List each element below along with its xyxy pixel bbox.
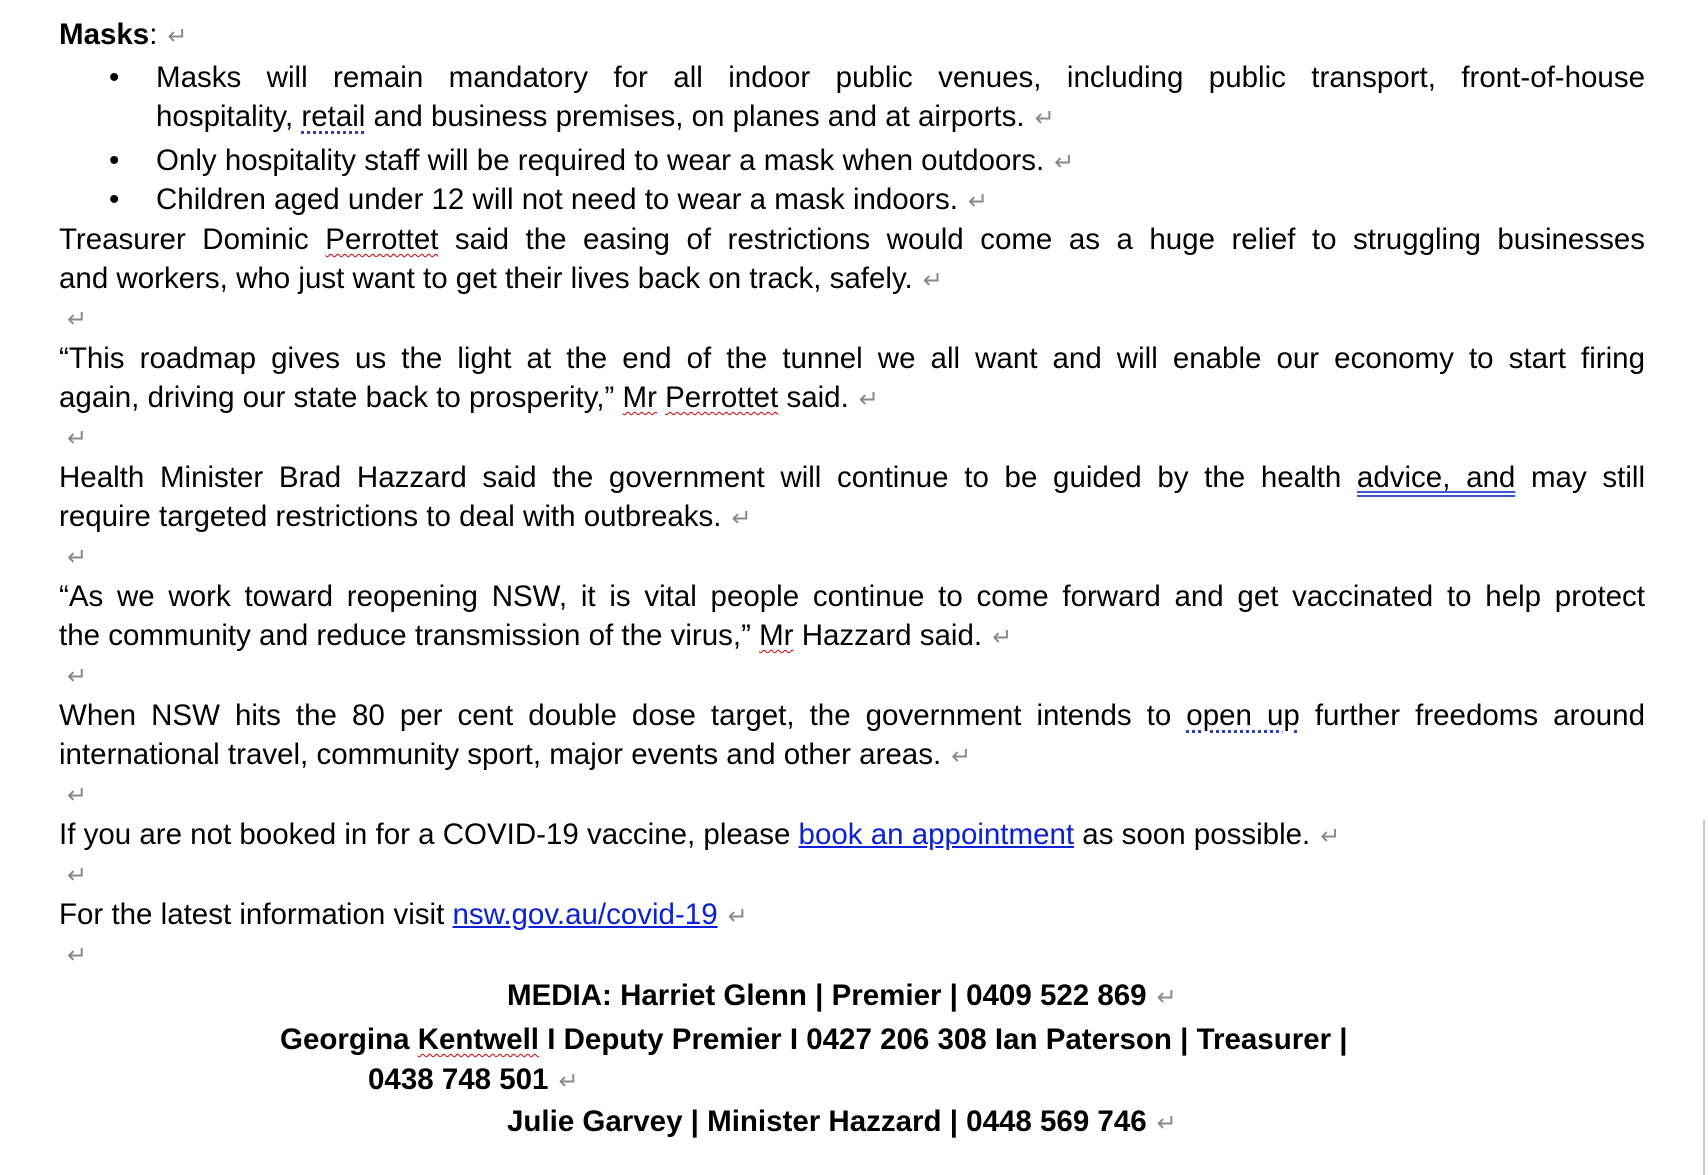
paragraph-mark-icon: ↵ [1034,105,1055,132]
paragraph-mark-icon: ↵ [67,544,88,571]
media-contact-line-2: Georgina Kentwell I Deputy Premier I 0427 206 308 Ian Paterson | Treasurer | [280,1023,1348,1056]
paragraph-3-line-1: Health Minister Brad Hazzard said the government will continue to be guided by the health advice, and may still [59,461,1646,494]
paragraph-mark-icon: ↵ [731,505,752,532]
bullet-3: Children aged under 12 will not need to wear a mask indoors. ↵ [156,183,988,216]
paragraph-mark-icon: ↵ [922,267,943,294]
paragraph-7: For the latest information visit nsw.gov.au/covid-19 ↵ [59,898,748,931]
spelling-flag-perrottet[interactable]: Perrottet [325,223,439,256]
paragraph-mark-icon: ↵ [951,743,972,770]
paragraph-mark-icon: ↵ [67,663,88,690]
masks-heading-line [59,15,1645,56]
paragraph-mark-icon: ↵ [1054,149,1075,176]
spelling-flag-mr[interactable]: Mr [622,381,657,414]
bullet-1-line-2: hospitality, retail and business premises, on planes and at airports. ↵ [156,100,1055,133]
paragraph-mark-icon: ↵ [992,624,1013,651]
bullet-2: Only hospitality staff will be required to wear a mask when outdoors. ↵ [156,144,1075,177]
spelling-flag-perrottet[interactable]: Perrottet [665,381,779,414]
covid-info-link[interactable]: nsw.gov.au/covid-19 [452,898,718,931]
spelling-flag-mr[interactable]: Mr [759,619,794,652]
paragraph-6: If you are not booked in for a COVID-19 vaccine, please book an appointment as soon possible. ↵ [59,818,1341,851]
paragraph-mark-icon: ↵ [1156,984,1177,1011]
bullet-icon: • [109,61,120,94]
paragraph-2-line-2: again, driving our state back to prosperity,” Mr Perrottet said. ↵ [59,381,879,414]
paragraph-5-line-1: When NSW hits the 80 per cent double dose target, the government intends to open up further freedoms around [59,699,1645,732]
spelling-flag-kentwell[interactable]: Kentwell [417,1023,540,1056]
open-up-phrase[interactable]: open up [1186,699,1300,732]
media-contact-line-3: 0438 748 501 ↵ [368,1063,579,1096]
paragraph-mark-icon: ↵ [858,386,879,413]
paragraph-mark-icon: ↵ [558,1068,579,1095]
paragraph-1-line-2: and workers, who just want to get their lives back on track, safely. ↵ [59,262,943,295]
paragraph-mark-icon: ↵ [1320,823,1341,850]
scroll-edge-line [1703,820,1705,1175]
paragraph-mark-icon: ↵ [167,23,188,50]
masks-heading: Masks [59,18,150,51]
bullet-icon: • [109,183,120,216]
bullet-1-line-1: Masks will remain mandatory for all indoor public venues, including public transport, front-of-house [156,61,1645,94]
paragraph-mark-icon: ↵ [67,306,88,333]
grammar-flag-advice-and[interactable]: advice, and [1356,461,1516,494]
masks-colon: : [149,18,158,51]
paragraph-5-line-2: international travel, community sport, major events and other areas. ↵ [59,738,972,771]
paragraph-mark-icon: ↵ [67,942,88,969]
paragraph-mark-icon: ↵ [67,425,88,452]
paragraph-1-line-1: Treasurer Dominic Perrottet said the easing of restrictions would come as a huge relief to struggling businesses [59,223,1645,256]
paragraph-mark-icon: ↵ [67,862,88,889]
paragraph-4-line-2: the community and reduce transmission of the virus,” Mr Hazzard said. ↵ [59,619,1013,652]
media-contact-line-1: MEDIA: Harriet Glenn | Premier | 0409 522 869 ↵ [507,979,1177,1012]
paragraph-mark-icon: ↵ [727,903,748,930]
media-contact-line-4: Julie Garvey | Minister Hazzard | 0448 569 746 ↵ [507,1105,1177,1138]
paragraph-2-line-1: “This roadmap gives us the light at the end of the tunnel we all want and will enable our economy to start firing [59,342,1645,375]
paragraph-mark-icon: ↵ [967,188,988,215]
paragraph-4-line-1: “As we work toward reopening NSW, it is vital people continue to come forward and get vaccinated to help protect [59,580,1645,613]
paragraph-mark-icon: ↵ [1156,1110,1177,1137]
book-appointment-link[interactable]: book an appointment [798,818,1075,851]
bullet-icon: • [109,144,120,177]
paragraph-mark-icon: ↵ [67,782,88,809]
retail-word[interactable]: retail [301,100,366,133]
paragraph-3-line-2: require targeted restrictions to deal with outbreaks. ↵ [59,500,752,533]
